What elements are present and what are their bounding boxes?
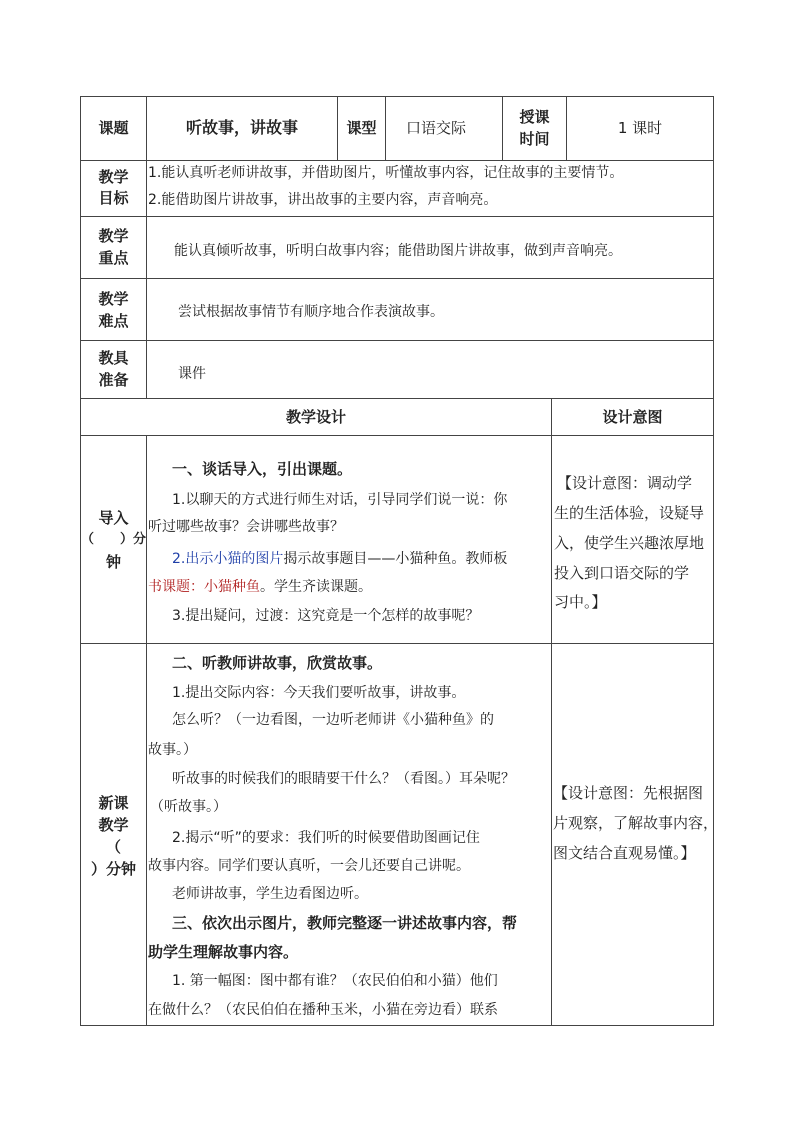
tools-label-line1: 教具 — [98, 349, 129, 367]
objective-1: 1.能认真听老师讲故事，并借助图片，听懂故事内容，记住故事的主要情节。 — [148, 165, 624, 181]
intro-line-4-highlight: 书课题：小猫种鱼 — [148, 579, 260, 595]
topic-label: 课题 — [98, 119, 129, 137]
time-label-line1: 授课 — [519, 108, 550, 126]
lesson-type: 口语交际 — [405, 119, 466, 137]
lesson-topic: 听故事，讲故事 — [185, 118, 298, 137]
newlesson-line-7: 故事内容。同学们要认真听，一会儿还要自己讲呢。 — [148, 858, 470, 874]
time-label-line2: 时间 — [519, 130, 550, 148]
intro-intent-4: 投入到口语交际的学 — [554, 564, 690, 582]
intro-intent-5: 习中。】 — [554, 593, 607, 611]
difficulty-label-line2: 难点 — [98, 312, 129, 330]
newlesson-line-3: 故事。） — [148, 742, 197, 758]
newlesson-label-line4: ）分钟 — [90, 860, 136, 878]
lesson-duration: 1 课时 — [617, 119, 663, 137]
newlesson-line-9: 1. 第一幅图：图中都有谁？（农民伯伯和小猫）他们 — [172, 973, 498, 989]
newlesson-heading-1: 二、听教师讲故事，欣赏故事。 — [172, 654, 383, 672]
objectives-label-line1: 教学 — [98, 168, 129, 186]
intro-line-3-rest: 揭示故事题目——小猫种鱼。教师板 — [283, 551, 508, 567]
newlesson-intent-1: 【设计意图：先根据图 — [553, 784, 704, 802]
newlesson-intent-2: 片观察，了解故事内容， — [553, 814, 719, 832]
newlesson-line-2: 怎么听？（一边看图，一边听老师讲《小猫种鱼》的 — [172, 712, 494, 728]
intro-line-4 — [148, 577, 372, 597]
design-header: 教学设计 — [285, 408, 346, 426]
intro-line-1: 1.以聊天的方式进行师生对话，引导同学们说一说：你 — [172, 492, 508, 508]
keypoint-label-line2: 重点 — [98, 249, 129, 267]
newlesson-line-5: （听故事。） — [150, 799, 227, 815]
intro-line-5: 3.提出疑问，过渡：这究竟是一个怎样的故事呢？ — [172, 608, 480, 624]
intro-label-line2: （ ）分 — [81, 532, 147, 547]
newlesson-line-6: 2.揭示“听”的要求：我们听的时候要借助图画记住 — [172, 830, 480, 846]
newlesson-line-4: 听故事的时候我们的眼睛要干什么？（看图。）耳朵呢？ — [172, 771, 515, 787]
newlesson-heading-2a: 三、依次出示图片，教师完整逐一讲述故事内容，帮 — [172, 914, 518, 932]
difficulty-label-line1: 教学 — [98, 290, 129, 308]
intro-intent-2: 生的生活体验，设疑导 — [554, 504, 705, 522]
newlesson-label-line3: （ — [105, 838, 121, 856]
tools-text: 课件 — [178, 366, 206, 382]
newlesson-line-8: 老师讲故事，学生边看图边听。 — [172, 886, 368, 902]
intro-line-3-highlight: 2.出示小猫的图片 — [172, 551, 284, 567]
intro-heading: 一、谈话导入，引出课题。 — [172, 460, 353, 478]
tools-label-line2: 准备 — [98, 371, 129, 389]
intro-line-2: 听过哪些故事？会讲哪些故事？ — [148, 519, 344, 535]
intro-line-4-rest: 。学生齐读课题。 — [260, 579, 372, 595]
type-label: 课型 — [346, 119, 377, 137]
intent-header: 设计意图 — [602, 408, 663, 426]
newlesson-line-1: 1.提出交际内容：今天我们要听故事，讲故事。 — [172, 685, 466, 701]
newlesson-heading-2b: 助学生理解故事内容。 — [148, 943, 299, 961]
intro-intent-1: 【设计意图：调动学 — [557, 474, 693, 492]
newlesson-line-10: 在做什么？（农民伯伯在播种玉米，小猫在旁边看）联系 — [148, 1002, 498, 1018]
keypoint-label-line1: 教学 — [98, 227, 129, 245]
newlesson-intent-3: 图文结合直观易懂。】 — [553, 844, 696, 862]
objective-2: 2.能借助图片讲故事，讲出故事的主要内容，声音响亮。 — [148, 192, 498, 208]
intro-intent-3: 入，使学生兴趣浓厚地 — [554, 534, 705, 552]
intro-label-line1: 导入 — [98, 509, 129, 527]
newlesson-label-line1: 新课 — [98, 794, 129, 812]
difficulty-text: 尝试根据故事情节有顺序地合作表演故事。 — [178, 304, 444, 320]
objectives-label-line2: 目标 — [98, 189, 129, 207]
intro-label-line3: 钟 — [105, 553, 121, 571]
keypoint-text: 能认真倾听故事，听明白故事内容；能借助图片讲故事，做到声音响亮。 — [174, 243, 622, 259]
newlesson-label-line2: 教学 — [98, 816, 129, 834]
intro-line-3 — [172, 549, 507, 569]
